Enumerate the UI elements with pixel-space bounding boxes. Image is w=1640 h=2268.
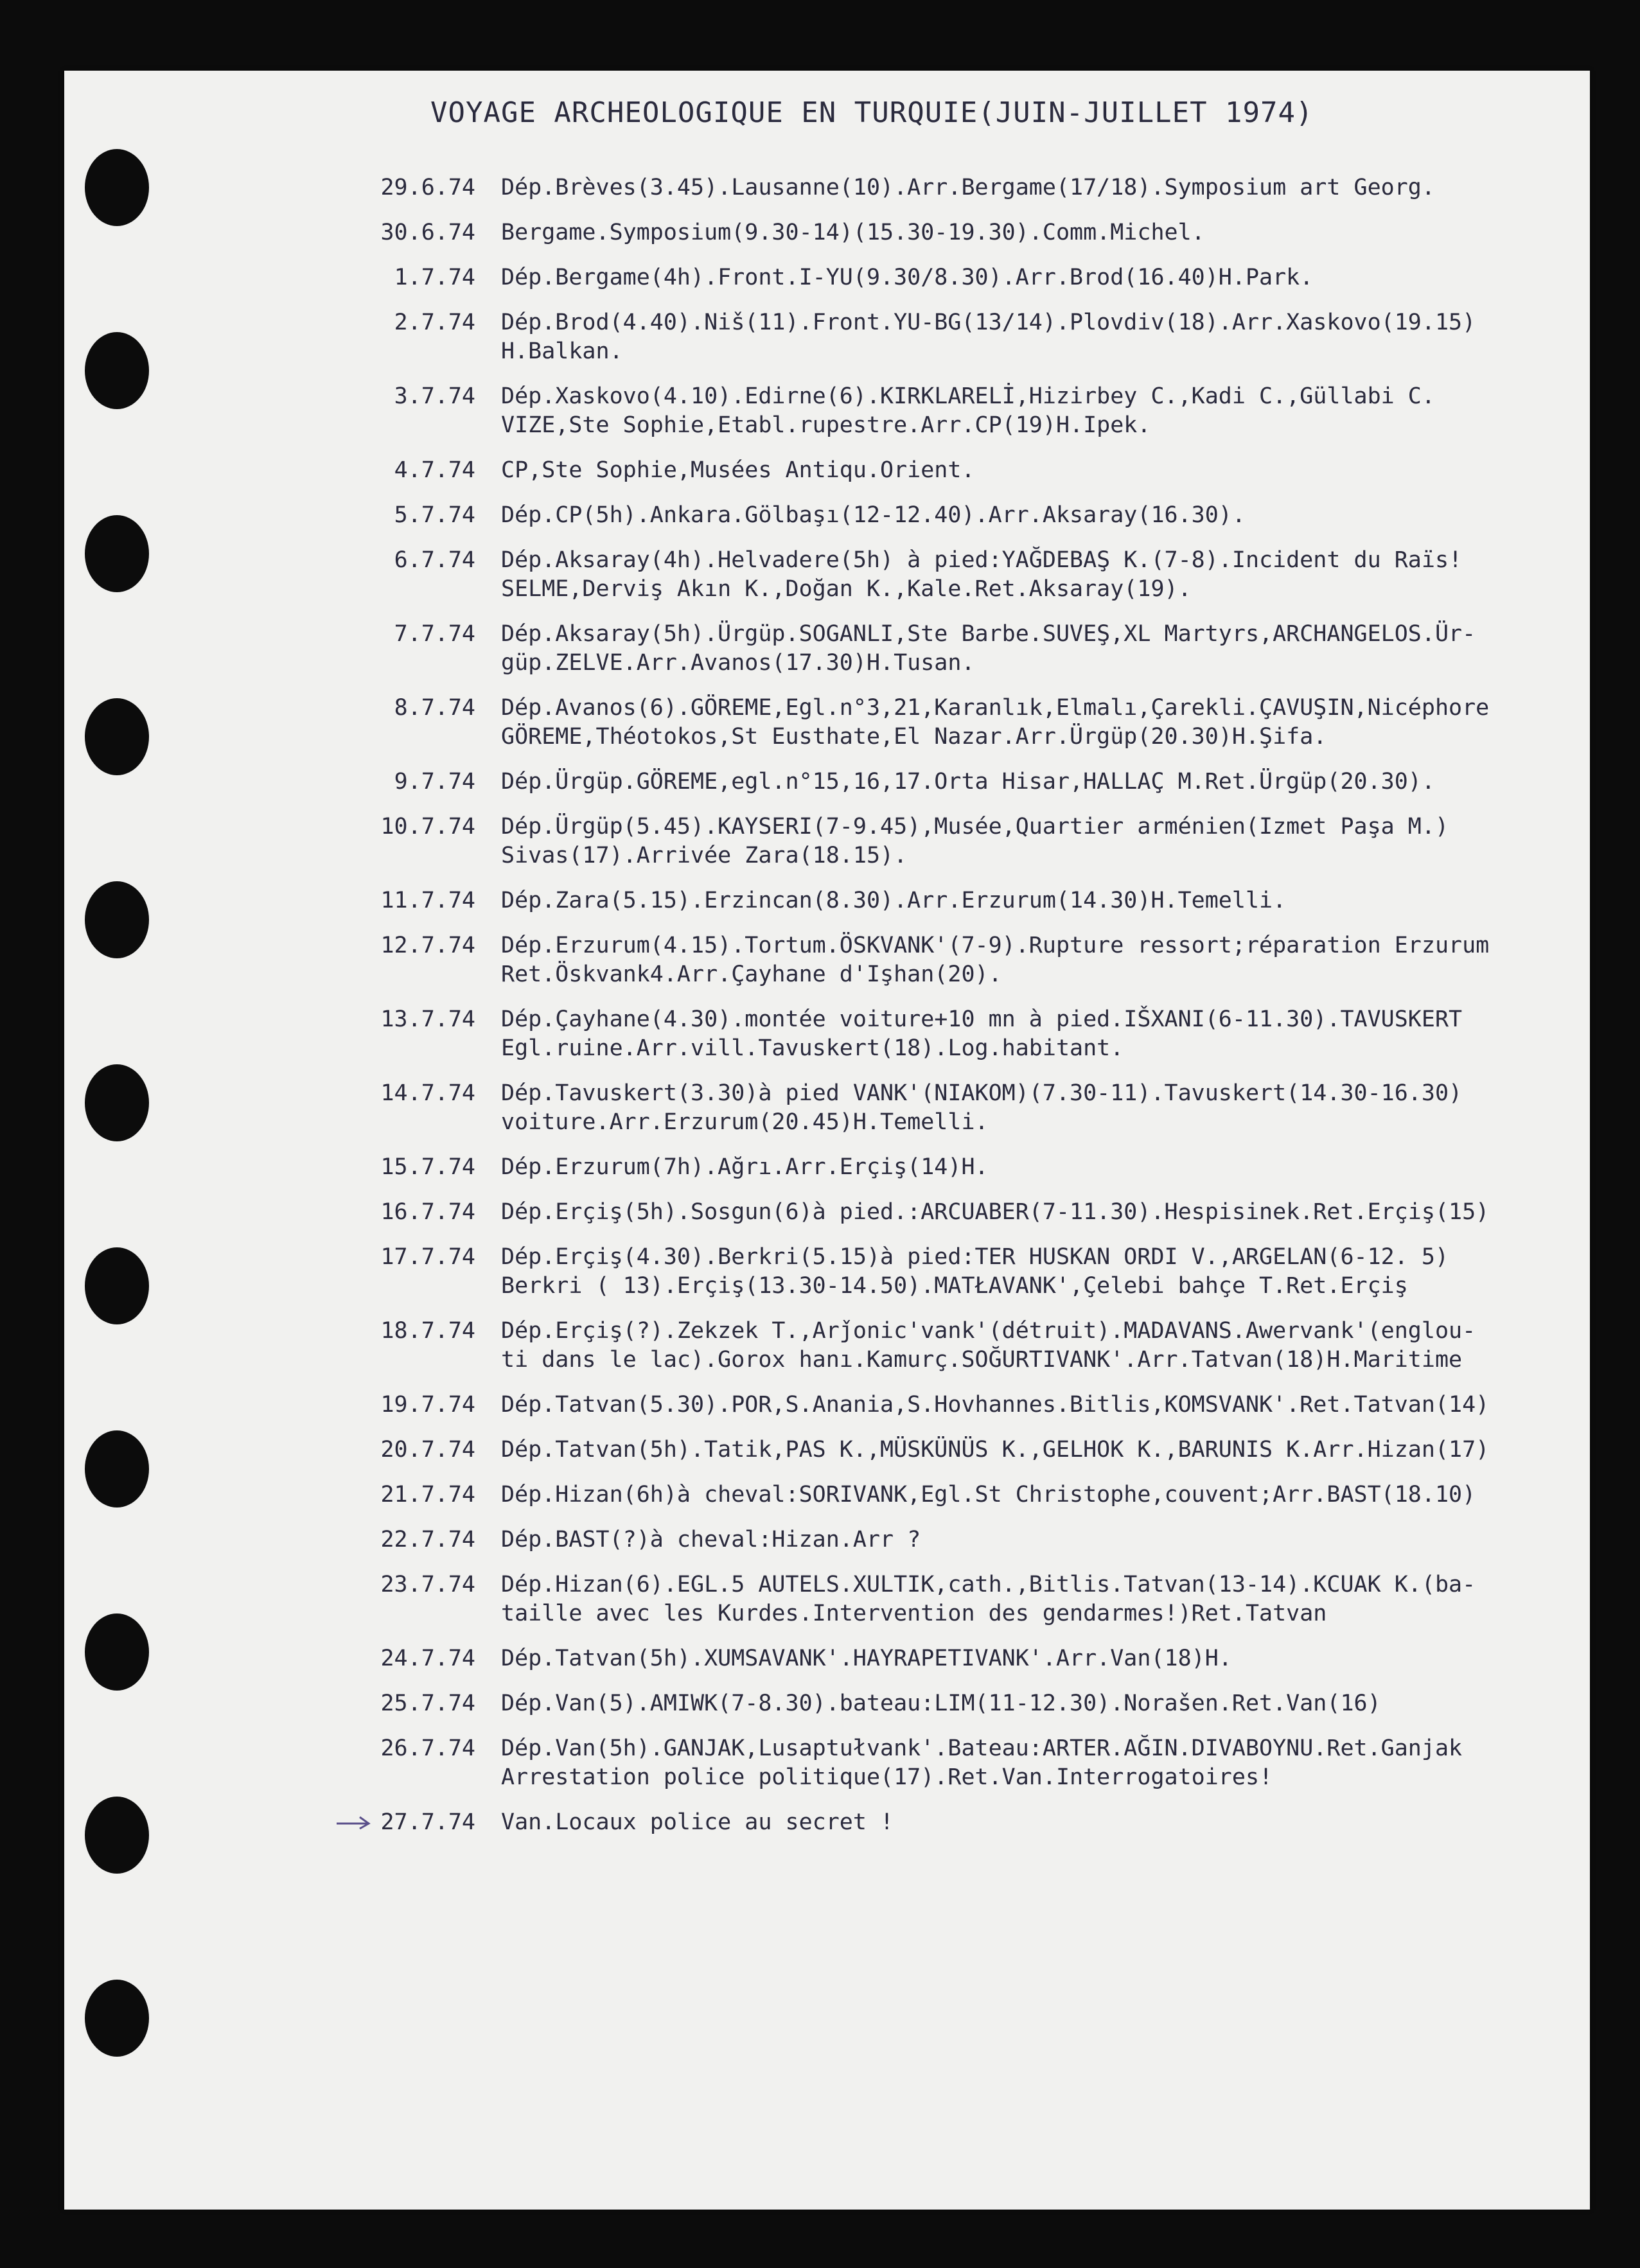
itinerary-entry bbox=[64, 1198, 1590, 1227]
entry-line: Dép.Çayhane(4.30).montée voiture+10 mn à pied.IŠXANI(6-11.30).TAVUSKERT bbox=[501, 1007, 1463, 1032]
entry-date-text: 9.7.74 bbox=[394, 769, 475, 795]
entry-date-text: 12.7.74 bbox=[380, 933, 475, 958]
entry-text bbox=[501, 1644, 1522, 1673]
itinerary-list bbox=[64, 173, 1590, 1853]
entry-text bbox=[501, 456, 1522, 485]
entry-date bbox=[64, 1808, 501, 1837]
itinerary-entry bbox=[64, 1391, 1590, 1420]
entry-date-text: 10.7.74 bbox=[380, 814, 475, 840]
entry-line: Van.Locaux police au secret ! bbox=[501, 1809, 894, 1835]
entry-text bbox=[501, 1317, 1522, 1375]
itinerary-entry bbox=[64, 1436, 1590, 1464]
entry-line: Dép.Erçiş(4.30).Berkri(5.15)à pied:TER HUSKAN ORDI V.,ARGELAN(6-12. 5) bbox=[501, 1244, 1449, 1270]
entry-line: Dép.Hizan(6h)à cheval:SORIVANK,Egl.St Christophe,couvent;Arr.BAST(18.10) bbox=[501, 1482, 1476, 1508]
entry-date-text: 15.7.74 bbox=[380, 1154, 475, 1180]
entry-line: VIZE,Ste Sophie,Etabl.rupestre.Arr.CP(19)H.Ipek. bbox=[501, 412, 1151, 438]
itinerary-entry bbox=[64, 813, 1590, 870]
entry-date-text: 16.7.74 bbox=[380, 1199, 475, 1225]
entry-date-text: 14.7.74 bbox=[380, 1080, 475, 1106]
itinerary-entry bbox=[64, 1808, 1590, 1837]
entry-date bbox=[64, 931, 501, 989]
entry-text bbox=[501, 1570, 1522, 1628]
itinerary-entry bbox=[64, 1243, 1590, 1301]
entry-line: Dép.Erzurum(4.15).Tortum.ÖSKVANK'(7-9).Rupture ressort;réparation Erzurum bbox=[501, 933, 1490, 958]
typed-page bbox=[64, 71, 1590, 2210]
entry-text bbox=[501, 1079, 1522, 1137]
entry-line: Sivas(17).Arrivée Zara(18.15). bbox=[501, 843, 908, 868]
entry-text bbox=[501, 931, 1522, 989]
entry-text bbox=[501, 813, 1522, 870]
entry-date bbox=[64, 546, 501, 604]
entry-date-text: 13.7.74 bbox=[380, 1007, 475, 1032]
entry-line: ti dans le lac).Gorox hanı.Kamurç.SOĞURTIVANK'.Arr.Tatvan(18)H.Maritime bbox=[501, 1347, 1463, 1373]
entry-date-text: 22.7.74 bbox=[380, 1527, 475, 1552]
entry-text bbox=[501, 1198, 1522, 1227]
entry-line: Dép.BAST(?)à cheval:Hizan.Arr ? bbox=[501, 1527, 921, 1552]
entry-date bbox=[64, 1525, 501, 1554]
itinerary-entry bbox=[64, 1525, 1590, 1554]
entry-date bbox=[64, 1079, 501, 1137]
itinerary-entry bbox=[64, 1079, 1590, 1137]
entry-line: Dép.Bergame(4h).Front.I-YU(9.30/8.30).Arr.Brod(16.40)H.Park. bbox=[501, 265, 1314, 290]
itinerary-entry bbox=[64, 546, 1590, 604]
entry-text bbox=[501, 1391, 1522, 1420]
entry-line: Dép.Aksaray(5h).Ürgüp.SOGANLI,Ste Barbe.SUVEŞ,XL Martyrs,ARCHANGELOS.Ür- bbox=[501, 621, 1476, 647]
entry-date bbox=[64, 694, 501, 752]
entry-line: Dép.Ürgüp.GÖREME,egl.n°15,16,17.Orta Hisar,HALLAÇ M.Ret.Ürgüp(20.30). bbox=[501, 769, 1435, 795]
entry-text bbox=[501, 1481, 1522, 1509]
entry-date-text: 6.7.74 bbox=[394, 547, 475, 573]
entry-date-text: 26.7.74 bbox=[380, 1736, 475, 1761]
entry-line: güp.ZELVE.Arr.Avanos(17.30)H.Tusan. bbox=[501, 650, 975, 676]
entry-date-text: 3.7.74 bbox=[394, 383, 475, 409]
entry-text bbox=[501, 1808, 1522, 1837]
entry-date-text: 21.7.74 bbox=[380, 1482, 475, 1508]
entry-line: Dép.Avanos(6).GÖREME,Egl.n°3,21,Karanlık,Elmalı,Çarekli.ÇAVUŞIN,Nicéphore bbox=[501, 695, 1490, 721]
entry-date bbox=[64, 1005, 501, 1063]
entry-line: Dép.Erçiş(?).Zekzek T.,Arǰonic'vank'(détruit).MADAVANS.Awervank'(englou- bbox=[501, 1318, 1476, 1344]
entry-line: Dép.Hizan(6).EGL.5 AUTELS.XULTIK,cath.,Bitlis.Tatvan(13-14).KCUAK K.(ba- bbox=[501, 1572, 1476, 1597]
entry-date bbox=[64, 1391, 501, 1420]
entry-date bbox=[64, 456, 501, 485]
page-title: VOYAGE ARCHEOLOGIQUE EN TURQUIE(JUIN-JUILLET 1974) bbox=[430, 96, 1314, 129]
entry-date bbox=[64, 218, 501, 247]
entry-date-text: 5.7.74 bbox=[394, 502, 475, 528]
handwritten-arrow-icon bbox=[334, 1813, 373, 1833]
entry-text bbox=[501, 382, 1522, 440]
itinerary-entry bbox=[64, 1570, 1590, 1628]
entry-line: Dép.Tatvan(5h).Tatik,PAS K.,MÜSKÜNÜS K.,GELHOK K.,BARUNIS K.Arr.Hizan(17) bbox=[501, 1437, 1490, 1463]
entry-text bbox=[501, 218, 1522, 247]
entry-line: Arrestation police politique(17).Ret.Van.Interrogatoires! bbox=[501, 1764, 1273, 1790]
entry-date bbox=[64, 1436, 501, 1464]
entry-date bbox=[64, 1317, 501, 1375]
entry-date-text: 8.7.74 bbox=[394, 695, 475, 721]
itinerary-entry bbox=[64, 768, 1590, 796]
entry-date bbox=[64, 1689, 501, 1718]
entry-line: Dép.Tatvan(5h).XUMSAVANK'.HAYRAPETIVANK'.Arr.Van(18)H. bbox=[501, 1646, 1232, 1671]
entry-line: Dép.Brèves(3.45).Lausanne(10).Arr.Bergame(17/18).Symposium art Georg. bbox=[501, 175, 1435, 200]
entry-text bbox=[501, 886, 1522, 915]
entry-line: Dép.Aksaray(4h).Helvadere(5h) à pied:YAĞDEBAŞ K.(7-8).Incident du Raïs! bbox=[501, 547, 1463, 573]
entry-date-text: 2.7.74 bbox=[394, 310, 475, 335]
entry-line: Dép.Tatvan(5.30).POR,S.Anania,S.Hovhannes.Bitlis,KOMSVANK'.Ret.Tatvan(14) bbox=[501, 1392, 1490, 1418]
itinerary-entry bbox=[64, 886, 1590, 915]
entry-text bbox=[501, 308, 1522, 366]
itinerary-entry bbox=[64, 1481, 1590, 1509]
entry-text bbox=[501, 173, 1522, 202]
entry-line: Dép.Van(5).AMIWK(7-8.30).bateau:LIM(11-12.30).Norašen.Ret.Van(16) bbox=[501, 1691, 1381, 1716]
entry-date-text: 24.7.74 bbox=[380, 1646, 475, 1671]
entry-text bbox=[501, 1734, 1522, 1792]
entry-line: Berkri ( 13).Erçiş(13.30-14.50).MATŁAVANK',Çelebi bahçe T.Ret.Erçiş bbox=[501, 1273, 1408, 1299]
entry-text bbox=[501, 1005, 1522, 1063]
entry-date bbox=[64, 1644, 501, 1673]
entry-line: Dép.Tavuskert(3.30)à pied VANK'(NIAKOM)(7.30-11).Tavuskert(14.30-16.30) bbox=[501, 1080, 1463, 1106]
itinerary-entry bbox=[64, 1734, 1590, 1792]
entry-date-text: 25.7.74 bbox=[380, 1691, 475, 1716]
entry-date-text: 29.6.74 bbox=[380, 175, 475, 200]
entry-date bbox=[64, 620, 501, 678]
entry-line: Bergame.Symposium(9.30-14)(15.30-19.30).Comm.Michel. bbox=[501, 220, 1205, 245]
entry-text bbox=[501, 620, 1522, 678]
itinerary-entry bbox=[64, 308, 1590, 366]
entry-date bbox=[64, 382, 501, 440]
entry-date-text: 20.7.74 bbox=[380, 1437, 475, 1463]
entry-date-text: 18.7.74 bbox=[380, 1318, 475, 1344]
entry-text bbox=[501, 1436, 1522, 1464]
entry-line: taille avec les Kurdes.Intervention des gendarmes!)Ret.Tatvan bbox=[501, 1601, 1327, 1626]
entry-date bbox=[64, 308, 501, 366]
itinerary-entry bbox=[64, 620, 1590, 678]
entry-line: SELME,Derviş Akın K.,Doğan K.,Kale.Ret.Aksaray(19). bbox=[501, 576, 1192, 602]
entry-text bbox=[501, 768, 1522, 796]
entry-text bbox=[501, 546, 1522, 604]
itinerary-entry bbox=[64, 218, 1590, 247]
entry-date-text: 7.7.74 bbox=[394, 621, 475, 647]
itinerary-entry bbox=[64, 382, 1590, 440]
entry-date bbox=[64, 768, 501, 796]
entry-line: Dép.Erçiş(5h).Sosgun(6)à pied.:ARCUABER(7-11.30).Hespisinek.Ret.Erçiş(15) bbox=[501, 1199, 1490, 1225]
entry-text bbox=[501, 263, 1522, 292]
entry-date-text: 4.7.74 bbox=[394, 457, 475, 483]
entry-text bbox=[501, 1689, 1522, 1718]
itinerary-entry bbox=[64, 694, 1590, 752]
entry-date bbox=[64, 1481, 501, 1509]
entry-date bbox=[64, 1198, 501, 1227]
entry-date bbox=[64, 813, 501, 870]
entry-line: Dép.Ürgüp(5.45).KAYSERI(7-9.45),Musée,Quartier arménien(Izmet Paşa M.) bbox=[501, 814, 1449, 840]
entry-text bbox=[501, 501, 1522, 530]
entry-date bbox=[64, 1153, 501, 1182]
entry-date bbox=[64, 886, 501, 915]
entry-line: GÖREME,Théotokos,St Eusthate,El Nazar.Arr.Ürgüp(20.30)H.Şifa. bbox=[501, 724, 1327, 750]
entry-date bbox=[64, 263, 501, 292]
entry-date-text: 23.7.74 bbox=[380, 1572, 475, 1597]
entry-line: voiture.Arr.Erzurum(20.45)H.Temelli. bbox=[501, 1109, 989, 1135]
itinerary-entry bbox=[64, 931, 1590, 989]
entry-date bbox=[64, 1570, 501, 1628]
entry-date-text: 1.7.74 bbox=[394, 265, 475, 290]
itinerary-entry bbox=[64, 263, 1590, 292]
entry-line: Dép.Van(5h).GANJAK,Lusaptułvank'.Bateau:ARTER.AĞIN.DIVABOYNU.Ret.Ganjak bbox=[501, 1736, 1463, 1761]
entry-line: Dép.Brod(4.40).Niš(11).Front.YU-BG(13/14).Plovdiv(18).Arr.Xaskovo(19.15) bbox=[501, 310, 1476, 335]
entry-date bbox=[64, 1243, 501, 1301]
entry-date-text: 27.7.74 bbox=[380, 1809, 475, 1835]
entry-text bbox=[501, 694, 1522, 752]
binder-hole bbox=[85, 1980, 149, 2057]
entry-line: Ret.Öskvank4.Arr.Çayhane d'Işhan(20). bbox=[501, 962, 1002, 987]
entry-date bbox=[64, 173, 501, 202]
entry-line: Dép.Erzurum(7h).Ağrı.Arr.Erçiş(14)H. bbox=[501, 1154, 989, 1180]
entry-date-text: 11.7.74 bbox=[380, 888, 475, 913]
itinerary-entry bbox=[64, 1005, 1590, 1063]
entry-line: H.Balkan. bbox=[501, 338, 623, 364]
itinerary-entry bbox=[64, 1644, 1590, 1673]
entry-date-text: 19.7.74 bbox=[380, 1392, 475, 1418]
itinerary-entry bbox=[64, 1317, 1590, 1375]
itinerary-entry bbox=[64, 173, 1590, 202]
entry-line: CP,Ste Sophie,Musées Antiqu.Orient. bbox=[501, 457, 975, 483]
entry-date bbox=[64, 1734, 501, 1792]
entry-date-text: 17.7.74 bbox=[380, 1244, 475, 1270]
entry-line: Dép.Zara(5.15).Erzincan(8.30).Arr.Erzurum(14.30)H.Temelli. bbox=[501, 888, 1287, 913]
entry-text bbox=[501, 1153, 1522, 1182]
itinerary-entry bbox=[64, 501, 1590, 530]
entry-line: Dép.Xaskovo(4.10).Edirne(6).KIRKLARELİ,Hizirbey C.,Kadi C.,Güllabi C. bbox=[501, 383, 1435, 409]
itinerary-entry bbox=[64, 1689, 1590, 1718]
entry-text bbox=[501, 1525, 1522, 1554]
entry-line: Dép.CP(5h).Ankara.Gölbaşı(12-12.40).Arr.Aksaray(16.30). bbox=[501, 502, 1246, 528]
entry-date bbox=[64, 501, 501, 530]
entry-text bbox=[501, 1243, 1522, 1301]
entry-date-text: 30.6.74 bbox=[380, 220, 475, 245]
itinerary-entry bbox=[64, 1153, 1590, 1182]
entry-line: Egl.ruine.Arr.vill.Tavuskert(18).Log.habitant. bbox=[501, 1035, 1124, 1061]
itinerary-entry bbox=[64, 456, 1590, 485]
